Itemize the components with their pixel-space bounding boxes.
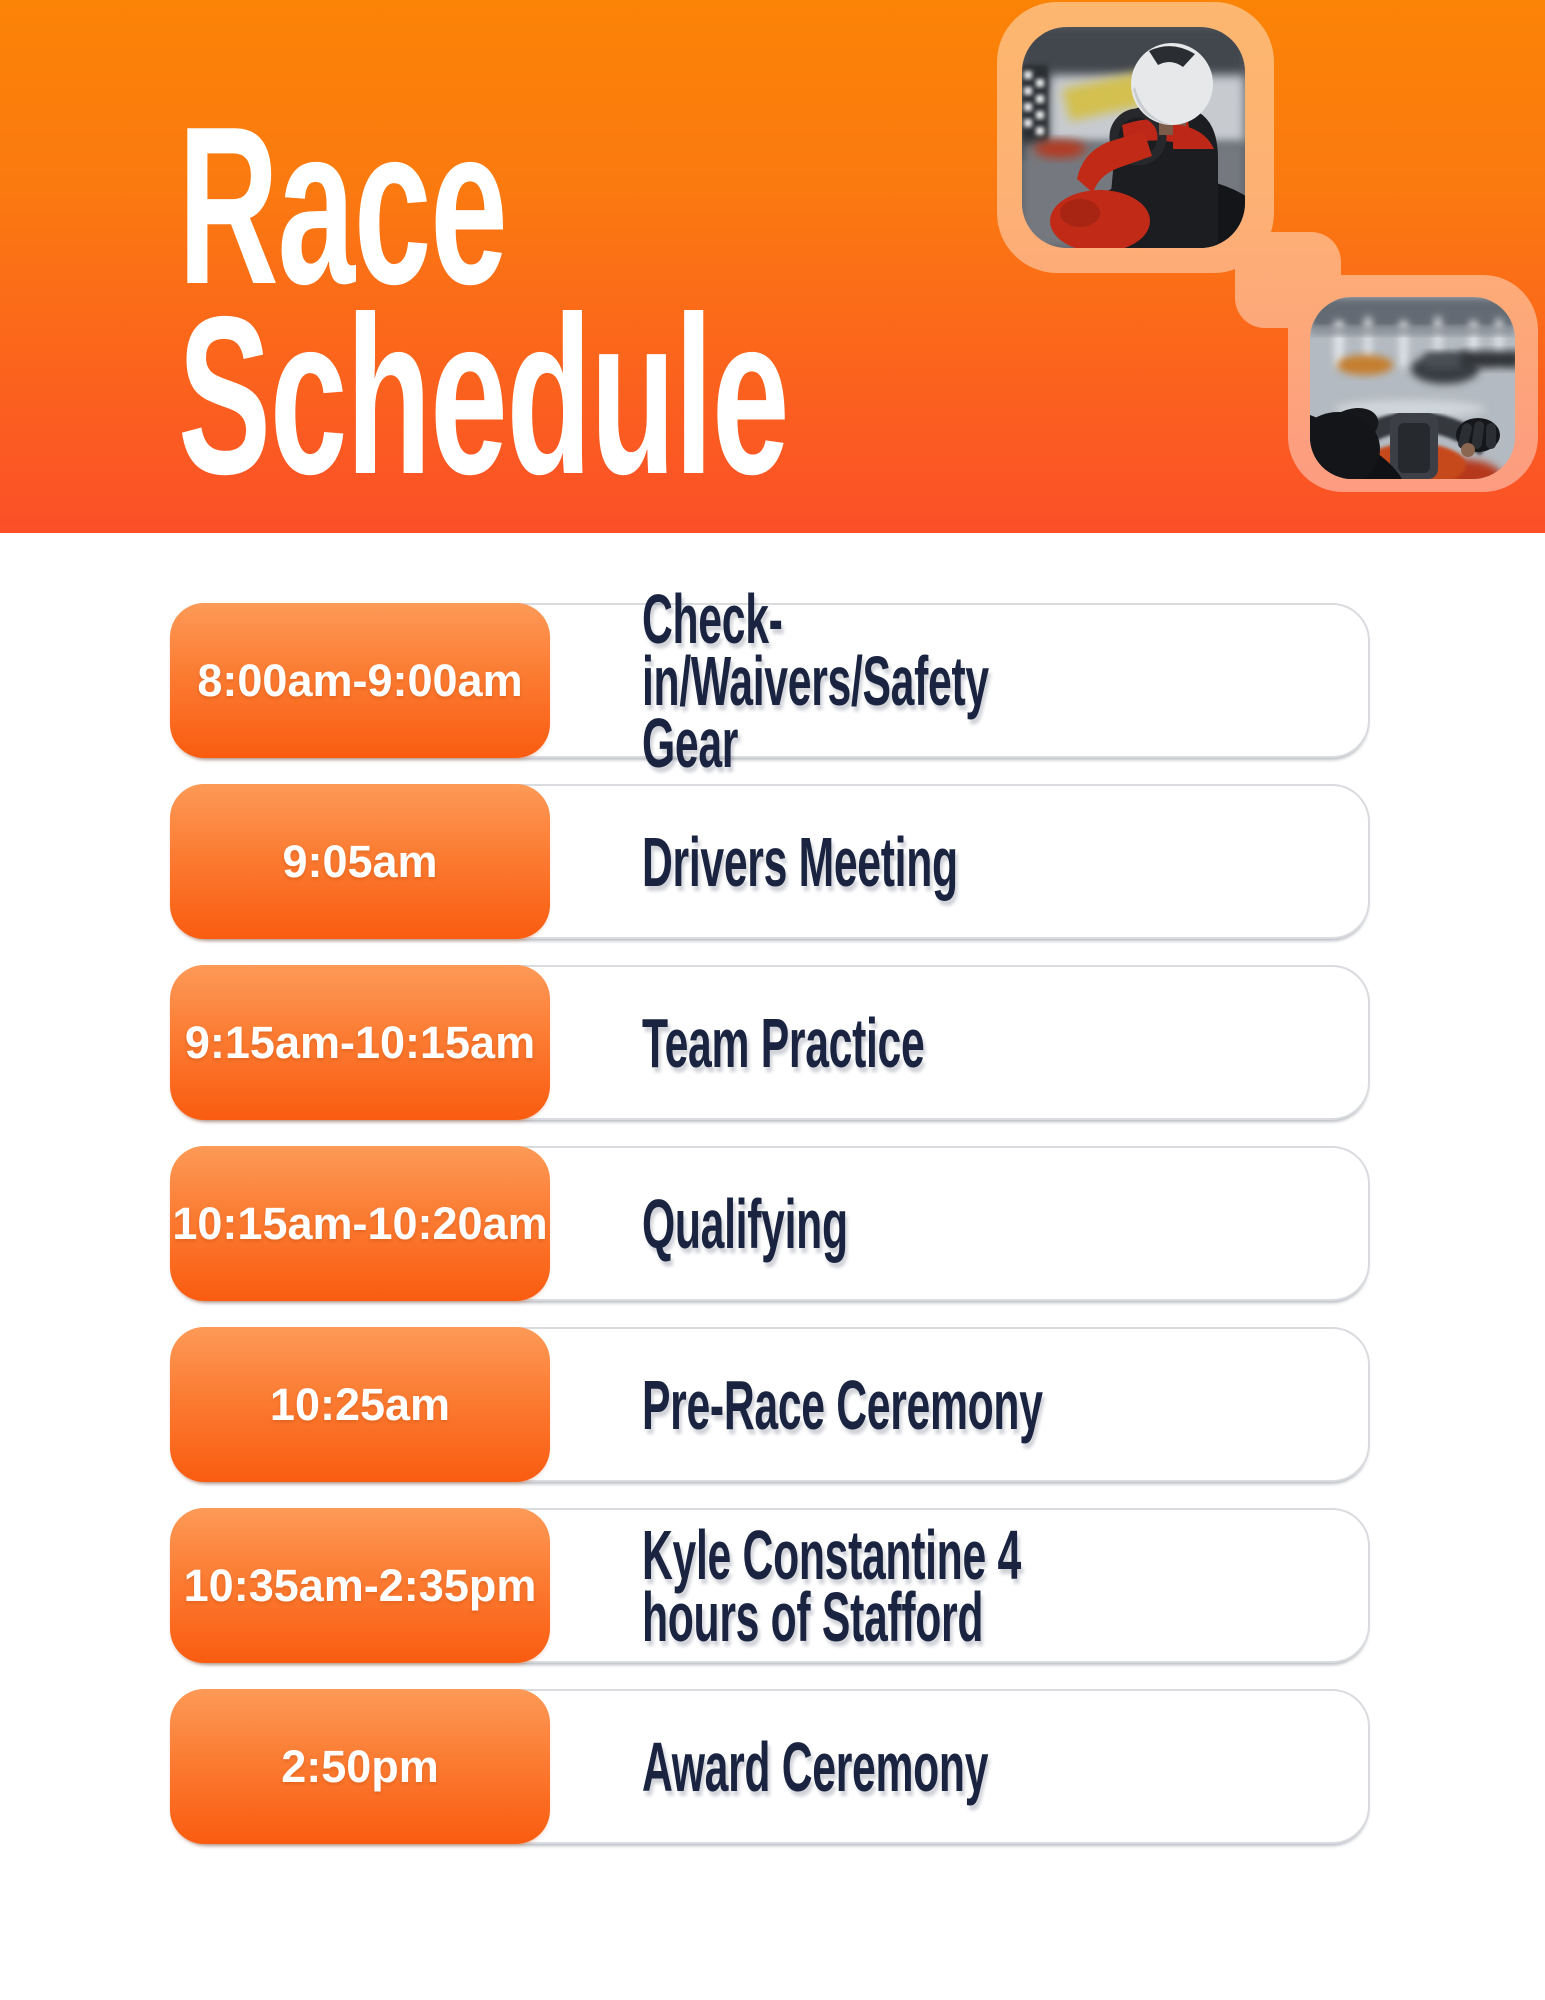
time-badge — [170, 1327, 550, 1482]
time-badge — [170, 1508, 550, 1663]
event-title: Check-in/Waivers/Safety Gear — [642, 579, 989, 782]
event-title: Drivers Meeting — [642, 822, 958, 901]
time-badge — [170, 1146, 550, 1301]
schedule-row — [170, 579, 1370, 782]
event-title: Qualifying — [642, 1184, 848, 1263]
time-label: 10:35am-2:35pm — [183, 1559, 537, 1611]
schedule-row — [170, 1146, 1370, 1301]
page-title-line-1: Race — [178, 79, 507, 331]
event-title: Pre-Race Ceremony — [642, 1365, 1043, 1444]
schedule-row — [170, 784, 1370, 939]
time-label: 9:05am — [282, 835, 438, 887]
page-title-line-2: Schedule — [178, 269, 789, 521]
schedule-row — [170, 1508, 1370, 1663]
time-label: 8:00am-9:00am — [197, 654, 523, 706]
page-title — [178, 79, 789, 521]
steering-wheel-photo — [1310, 297, 1515, 479]
time-badge — [170, 1689, 550, 1844]
time-badge — [170, 603, 550, 758]
time-label: 9:15am-10:15am — [184, 1016, 536, 1068]
kart-driver-photo — [1022, 27, 1245, 248]
header-banner — [0, 0, 1545, 533]
schedule-row — [170, 965, 1370, 1120]
time-badge — [170, 784, 550, 939]
event-title: Award Ceremony — [642, 1727, 989, 1806]
time-label: 2:50pm — [281, 1740, 439, 1792]
schedule-row — [170, 1327, 1370, 1482]
time-label: 10:25am — [269, 1378, 451, 1430]
event-title: Kyle Constantine 4 hours of Stafford — [642, 1515, 1021, 1656]
time-label: 10:15am-10:20am — [172, 1197, 548, 1249]
schedule-list — [170, 579, 1370, 1870]
schedule-row — [170, 1689, 1370, 1844]
event-title: Team Practice — [642, 1003, 925, 1082]
time-badge — [170, 965, 550, 1120]
